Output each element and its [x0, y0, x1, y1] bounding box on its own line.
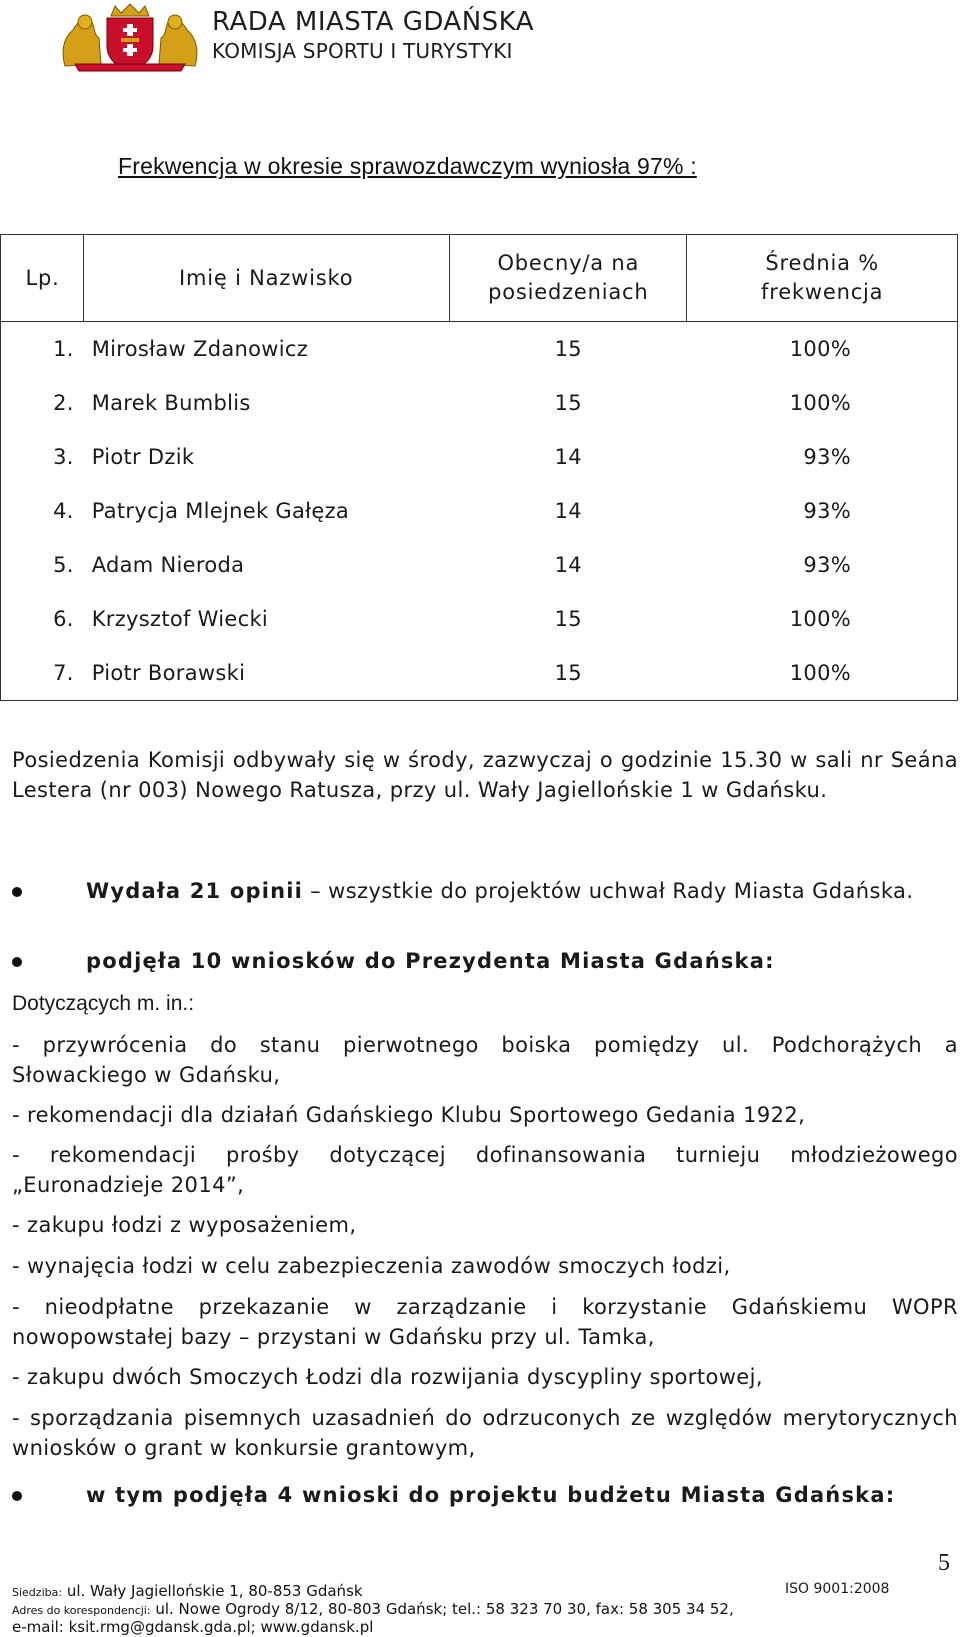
table-row [1, 646, 958, 701]
table-row [1, 592, 958, 646]
attended-count: 15 [554, 337, 582, 361]
list-item: - rekomendacji dla działań Gdańskiego Klubu Sportowego Gedania 1922, [12, 1103, 806, 1127]
opinions-rest-text: – wszystkie do projektów uchwał Rady Miasta Gdańska. [303, 879, 914, 903]
list-item: - nieodpłatne przekazanie w zarządzanie i korzystanie Gdańskiemu WOPR nowopowstałej bazy – przystani w Gdańsku przy ul. Tamka, [12, 1295, 958, 1349]
row-number: 6. [1, 592, 84, 646]
list-item: - rekomendacji prośby dotyczącej dofinansowania turnieju młodzieżowego „Euronadzieje 2014”, [12, 1143, 958, 1197]
attendance-percent: 93% [687, 484, 958, 538]
row-number: 4. [1, 484, 84, 538]
budget-bold-text: w tym podjęła 4 wnioski do projektu budżetu Miasta Gdańska: [86, 1483, 896, 1507]
table-header-row [1, 235, 958, 322]
member-name: Krzysztof Wiecki [91, 607, 269, 631]
footer-seat [12, 1582, 363, 1602]
list-item: - zakupu łodzi z wyposażeniem, [12, 1213, 357, 1237]
attendance-title: Frekwencja w okresie sprawozdawczym wyniosła 97% : [118, 153, 697, 179]
opinions-bullet [12, 876, 958, 906]
footer-seat-value: ul. Wały Jagiellońskie 1, 80-853 Gdańsk [66, 1582, 363, 1600]
attendance-percent: 100% [687, 646, 958, 701]
column-header-attended-text: Obecny/a na posiedzeniach [488, 251, 649, 304]
table-row [1, 322, 958, 377]
attendance-percent: 100% [687, 322, 958, 377]
requests-bullet [12, 946, 958, 976]
attendance-percent: 100% [687, 376, 958, 430]
table-row [1, 484, 958, 538]
column-header-lp: Lp. [1, 235, 84, 322]
letterhead [55, 2, 675, 72]
attendance-percent: 93% [687, 538, 958, 592]
attendance-percent: 100% [687, 592, 958, 646]
column-header-name: Imię i Nazwisko [84, 235, 450, 322]
row-number: 5. [1, 538, 84, 592]
attended-count: 15 [554, 391, 582, 415]
column-header-percent [687, 235, 958, 322]
member-name: Piotr Borawski [84, 646, 450, 701]
attended-count: 14 [554, 445, 582, 469]
opinions-bold-text: Wydała 21 opinii [86, 879, 304, 903]
table-row [1, 376, 958, 430]
list-item: - wynajęcia łodzi w celu zabezpieczenia zawodów smoczych łodzi, [12, 1254, 731, 1278]
row-number: 2. [1, 376, 84, 430]
column-header-attended [450, 235, 687, 322]
list-item: - sporządzania pisemnych uzasadnień do odrzuconych ze względów merytorycznych wniosków o grant w konkursie grantowym, [12, 1406, 958, 1460]
column-header-percent-text: Średnia % frekwencja [761, 251, 884, 304]
bullet-dot-icon [12, 957, 22, 967]
footer-seat-label: Siedziba: [12, 1586, 63, 1599]
table-row [1, 538, 958, 592]
attended-count: 15 [450, 646, 687, 701]
member-name: Piotr Dzik [91, 445, 195, 469]
requests-bold-text: podjęła 10 wniosków do Prezydenta Miasta Gdańska: [86, 949, 775, 973]
member-name: Marek Bumblis [91, 391, 251, 415]
footer-contact: e-mail: ksit.rmg@gdansk.gda.pl; www.gdansk.pl [12, 1618, 374, 1636]
page-number: 5 [938, 1550, 950, 1576]
committee-name: KOMISJA SPORTU I TURYSTYKI [212, 39, 513, 63]
attended-count: 14 [554, 499, 582, 523]
attended-count: 14 [554, 553, 582, 577]
meetings-paragraph: Posiedzenia Komisji odbywały się w środy, zazwyczaj o godzinie 15.30 w sali nr Seána Lestera (nr 003) Nowego Ratusza, przy ul. Wały Jagiellońskie 1 w Gdańsku. [12, 748, 958, 802]
attendance-percent: 93% [687, 430, 958, 484]
list-item: - przywrócenia do stanu pierwotnego boiska pomiędzy ul. Podchorążych a Słowackiego w Gdańsku, [12, 1033, 958, 1087]
row-number: 3. [1, 430, 84, 484]
concerning-label: Dotyczących m. in.: [12, 992, 195, 1015]
member-name: Patrycja Mlejnek Gałęza [91, 499, 350, 523]
row-number: 7. [1, 646, 84, 701]
bullet-dot-icon [12, 1491, 22, 1501]
footer-correspondence [12, 1600, 734, 1620]
organization-name [212, 6, 534, 64]
council-name: RADA MIASTA GDAŃSKA [212, 7, 535, 37]
list-item: - zakupu dwóch Smoczych Łodzi dla rozwijania dyscypliny sportowej, [12, 1365, 763, 1389]
row-number: 1. [1, 322, 84, 377]
footer-correspondence-value: ul. Nowe Ogrody 8/12, 80-803 Gdańsk; tel.: 58 323 70 30, fax: 58 305 34 52, [155, 1600, 734, 1618]
table-row [1, 430, 958, 484]
footer-correspondence-label: Adres do korespondencji: [12, 1604, 151, 1617]
attended-count: 15 [554, 607, 582, 631]
budget-bullet [12, 1480, 958, 1510]
member-name: Adam Nieroda [91, 553, 245, 577]
attendance-table [0, 234, 958, 701]
gdansk-coat-of-arms-icon [55, 2, 205, 72]
iso-certificate: ISO 9001:2008 [785, 1581, 890, 1597]
bullet-dot-icon [12, 887, 22, 897]
member-name: Mirosław Zdanowicz [91, 337, 309, 361]
